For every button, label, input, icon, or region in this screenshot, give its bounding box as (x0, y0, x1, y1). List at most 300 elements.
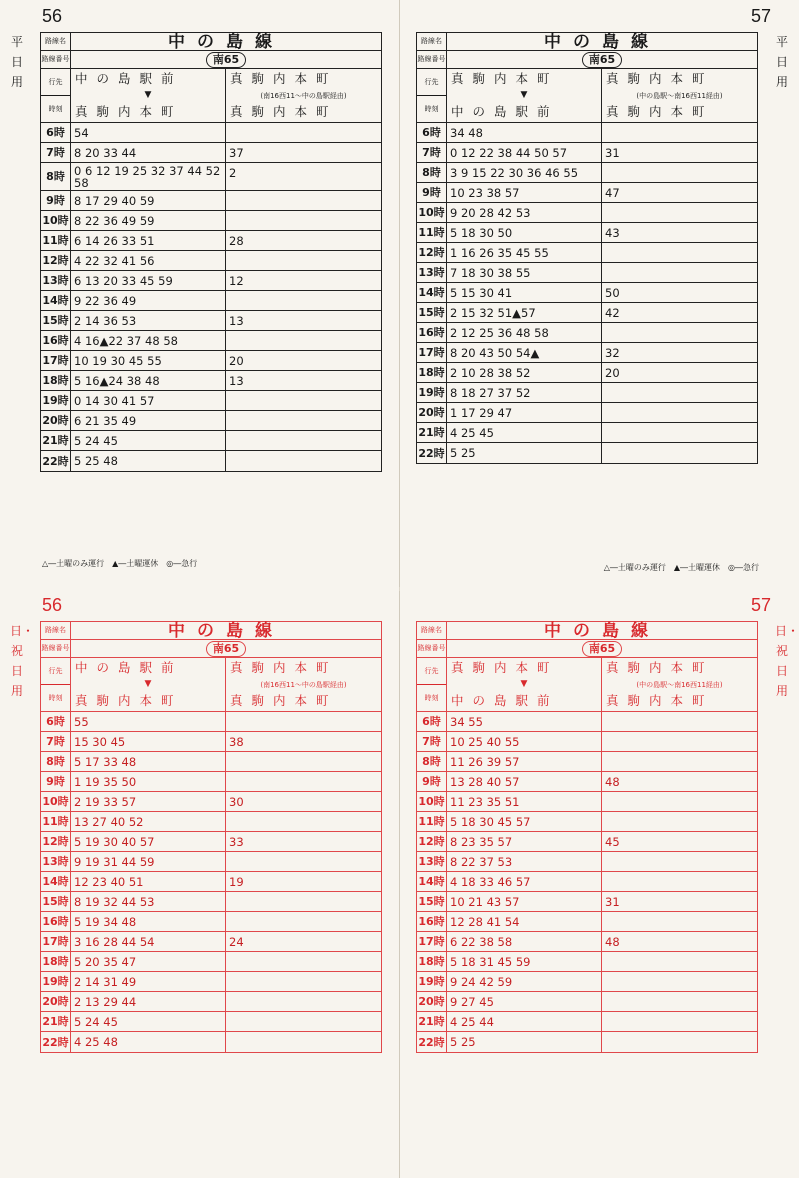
hour-cell: 18時 (41, 952, 71, 971)
departure-times-dir1: 5 24 45 (71, 431, 226, 450)
departure-times-dir1: 12 28 41 54 (447, 912, 602, 931)
hour-cell: 7時 (417, 143, 447, 162)
route-number-label: 路線番号 (417, 51, 447, 68)
route-number-label: 路線番号 (41, 51, 71, 68)
departure-times-dir1: 2 13 29 44 (71, 992, 226, 1011)
departure-times-dir2: 38 (229, 735, 244, 749)
departure-times-dir2 (602, 712, 757, 731)
departure-times-dir2: 45 (605, 835, 620, 849)
hour-row (41, 912, 381, 932)
departure-times-dir1: 1 19 35 50 (71, 772, 226, 791)
hour-cell: 16時 (41, 331, 71, 350)
departure-times-dir1: 5 25 (447, 1032, 602, 1052)
page-number: 57 (750, 6, 771, 26)
hour-cell: 16時 (41, 912, 71, 931)
hour-row (417, 972, 757, 992)
schedule-type-label: 日・祝日用 (775, 624, 799, 698)
departure-times-dir1: 2 10 28 38 52 (447, 363, 602, 382)
hour-cell: 19時 (417, 972, 447, 991)
hour-cell: 21時 (41, 431, 71, 450)
hour-cell: 7時 (41, 732, 71, 751)
route-name: 中の島線 (544, 32, 660, 52)
departure-times-dir2 (602, 443, 757, 463)
schedule-type-label: 日・祝日用 (10, 624, 35, 698)
departure-times-dir1: 5 19 34 48 (71, 912, 226, 931)
departure-times-dir1: 9 20 28 42 53 (447, 203, 602, 222)
departure-times-dir1: 13 27 40 52 (71, 812, 226, 831)
departure-times-dir2: 13 (229, 314, 244, 328)
hour-cell: 8時 (41, 752, 71, 771)
hour-cell: 9時 (417, 183, 447, 202)
hour-row (41, 832, 381, 852)
hour-cell: 10時 (417, 792, 447, 811)
direction-2-bottom: 真駒内本町 (606, 104, 714, 119)
hour-row (417, 243, 757, 263)
hour-row (41, 411, 381, 431)
hour-cell: 21時 (41, 1012, 71, 1031)
departure-times-dir2: 48 (605, 775, 620, 789)
departure-times-dir2: 50 (605, 286, 620, 300)
hour-row (417, 223, 757, 243)
departure-times-dir1: 12 23 40 51 (71, 872, 226, 891)
departure-times-dir1: 8 18 27 37 52 (447, 383, 602, 402)
hour-cell: 14時 (41, 291, 71, 310)
departure-times-dir2: 30 (229, 795, 244, 809)
direction-2 (226, 69, 381, 122)
route-number-row (41, 51, 381, 69)
direction-1 (447, 658, 602, 711)
route-name-row (41, 33, 381, 51)
direction-2 (602, 658, 757, 711)
direction-1-from: 真駒内本町 (451, 660, 559, 675)
departure-times-dir2 (602, 323, 757, 342)
departure-times-dir1: 5 17 33 48 (71, 752, 226, 771)
hour-cell: 7時 (417, 732, 447, 751)
departure-times-dir2 (602, 203, 757, 222)
down-arrow-icon: ▼ (520, 90, 528, 100)
departure-times-dir2 (226, 772, 381, 791)
departure-times-dir2 (602, 792, 757, 811)
departure-times-dir1: 4 18 33 46 57 (447, 872, 602, 891)
hour-cell: 22時 (417, 443, 447, 463)
departure-times-dir1: 8 19 32 44 53 (71, 892, 226, 911)
departure-times-dir2 (226, 1032, 381, 1052)
departure-times-dir2 (602, 952, 757, 971)
down-arrow-icon: ▼ (144, 90, 152, 100)
hour-cell: 14時 (41, 872, 71, 891)
departure-times-dir1: 5 16▲24 38 48 (71, 371, 226, 390)
hour-cell: 11時 (417, 812, 447, 831)
hour-row (417, 752, 757, 772)
departure-times-dir2 (226, 812, 381, 831)
route-name-row (41, 622, 381, 640)
hour-cell: 6時 (41, 712, 71, 731)
departure-times-dir2 (226, 291, 381, 310)
hour-cell: 12時 (417, 243, 447, 262)
route-name-label: 路線名 (417, 33, 447, 50)
hour-row (417, 163, 757, 183)
hour-row (417, 992, 757, 1012)
destination-label: 行先 (41, 658, 70, 685)
legend: △―土曜のみ運行 ▲―土曜運休 ◎―急行 (603, 563, 759, 572)
departure-times-dir1: 5 24 45 (71, 1012, 226, 1031)
departure-times-dir1: 5 20 35 47 (71, 952, 226, 971)
hour-row (417, 872, 757, 892)
departure-times-dir1: 2 15 32 51▲57 (447, 303, 602, 322)
hour-row (41, 892, 381, 912)
destination-header (417, 69, 757, 123)
departure-times-dir2: 20 (605, 366, 620, 380)
direction-1-from: 中の島駅前 (75, 660, 183, 675)
direction-2-bottom: 真駒内本町 (230, 693, 338, 708)
page-number: 57 (750, 595, 771, 615)
hour-cell: 22時 (41, 1032, 71, 1052)
departure-times-dir2 (602, 972, 757, 991)
page-number: 56 (42, 6, 63, 26)
departure-times-dir1: 4 25 45 (447, 423, 602, 442)
departure-times-dir1: 5 18 30 50 (447, 223, 602, 242)
departure-times-dir1: 5 15 30 41 (447, 283, 602, 302)
departure-times-dir1: 15 30 45 (71, 732, 226, 751)
departure-times-dir1: 5 18 31 45 59 (447, 952, 602, 971)
hour-cell: 6時 (41, 123, 71, 142)
direction-2-bottom: 真駒内本町 (230, 104, 338, 119)
route-number-badge: 南65 (206, 52, 246, 68)
hour-cell: 17時 (417, 343, 447, 362)
departure-times-dir2: 31 (605, 146, 620, 160)
route-number-label: 路線番号 (41, 640, 71, 657)
hour-row (41, 371, 381, 391)
hour-row (41, 143, 381, 163)
hour-cell: 16時 (417, 912, 447, 931)
hour-row (41, 752, 381, 772)
direction-1-from: 中の島駅前 (75, 71, 183, 86)
departure-times-dir2 (226, 431, 381, 450)
departure-times-dir1: 13 28 40 57 (447, 772, 602, 791)
destination-label: 行先 (417, 69, 446, 96)
hour-cell: 9時 (41, 191, 71, 210)
schedule-type-label: 平日用 (10, 35, 23, 89)
hour-row (417, 203, 757, 223)
hour-cell: 8時 (417, 163, 447, 182)
departure-times-dir2 (602, 812, 757, 831)
hour-row (41, 451, 381, 471)
hour-cell: 13時 (417, 263, 447, 282)
hour-cell: 8時 (417, 752, 447, 771)
departure-times-dir1: 3 9 15 22 30 36 46 55 (447, 163, 602, 182)
hour-cell: 14時 (417, 872, 447, 891)
page-weekday-left (0, 0, 399, 589)
hour-row (41, 1012, 381, 1032)
direction-2-via: (南16西11〜中の島駅経由) (260, 91, 347, 100)
hour-row (417, 123, 757, 143)
departure-times-dir2 (226, 852, 381, 871)
route-number-badge: 南65 (582, 52, 622, 68)
hour-row (41, 932, 381, 952)
departure-times-dir2 (226, 331, 381, 350)
direction-2-via: (中の島駅〜南16西11経由) (636, 680, 723, 689)
hour-cell: 19時 (41, 391, 71, 410)
departure-times-dir1: 1 17 29 47 (447, 403, 602, 422)
departure-times-dir1: 6 21 35 49 (71, 411, 226, 430)
direction-2-top: 真駒内本町 (230, 71, 338, 86)
departure-times-dir1: 0 14 30 41 57 (71, 391, 226, 410)
hour-label: 時刻 (48, 694, 63, 702)
hour-row (417, 732, 757, 752)
hour-cell: 20時 (417, 992, 447, 1011)
hour-cell: 11時 (417, 223, 447, 242)
hour-label: 時刻 (424, 694, 439, 702)
hour-label: 時刻 (424, 105, 439, 113)
hour-cell: 6時 (417, 712, 447, 731)
hour-row (417, 363, 757, 383)
hour-row (41, 351, 381, 371)
route-number-row (417, 640, 757, 658)
departure-times-dir2 (226, 211, 381, 230)
hour-row (41, 163, 381, 191)
departure-times-dir2 (226, 912, 381, 931)
departure-times-dir1: 5 18 30 45 57 (447, 812, 602, 831)
departure-times-dir2 (602, 163, 757, 182)
direction-2 (602, 69, 757, 122)
departure-times-dir1: 5 25 48 (71, 451, 226, 471)
legend: △―土曜のみ運行 ▲―土曜運休 ◎―急行 (42, 559, 198, 568)
departure-times-dir2 (602, 852, 757, 871)
departure-times-dir1: 8 17 29 40 59 (71, 191, 226, 210)
hour-row (417, 1032, 757, 1052)
hour-row (417, 932, 757, 952)
hour-row (41, 331, 381, 351)
departure-times-dir1: 8 20 43 50 54▲ (447, 343, 602, 362)
page-weekday-right (400, 0, 799, 589)
departure-times-dir1: 8 22 37 53 (447, 852, 602, 871)
hour-row (41, 972, 381, 992)
departure-times-dir1: 34 55 (447, 712, 602, 731)
departure-times-dir2 (226, 952, 381, 971)
departure-times-dir2 (602, 872, 757, 891)
departure-times-dir2 (602, 752, 757, 771)
departure-times-dir1: 4 25 48 (71, 1032, 226, 1052)
hour-cell: 22時 (417, 1032, 447, 1052)
hour-row (417, 323, 757, 343)
hour-cell: 10時 (41, 211, 71, 230)
hour-cell: 15時 (41, 892, 71, 911)
timetable (40, 621, 382, 1053)
hour-row (41, 391, 381, 411)
departure-times-dir1: 9 22 36 49 (71, 291, 226, 310)
departure-times-dir1: 5 19 30 40 57 (71, 832, 226, 851)
route-name: 中の島線 (168, 32, 284, 52)
hour-row (41, 812, 381, 832)
schedule-type-label: 平日用 (775, 35, 788, 89)
departure-times-dir2 (602, 732, 757, 751)
departure-times-dir1: 3 16 28 44 54 (71, 932, 226, 951)
hour-cell: 22時 (41, 451, 71, 471)
direction-1-to: 真駒内本町 (75, 104, 183, 119)
departure-times-dir1: 9 27 45 (447, 992, 602, 1011)
hour-row (41, 231, 381, 251)
hour-row (417, 1012, 757, 1032)
route-number-row (41, 640, 381, 658)
departure-times-dir1: 10 23 38 57 (447, 183, 602, 202)
departure-times-dir1: 6 14 26 33 51 (71, 231, 226, 250)
route-name: 中の島線 (544, 621, 660, 641)
hour-cell: 17時 (41, 351, 71, 370)
hour-cell: 18時 (417, 952, 447, 971)
hour-cell: 20時 (417, 403, 447, 422)
hour-cell: 7時 (41, 143, 71, 162)
hour-row (417, 792, 757, 812)
direction-2 (226, 658, 381, 711)
direction-2-top: 真駒内本町 (606, 71, 714, 86)
timetable (40, 32, 382, 472)
departure-times-dir2: 24 (229, 935, 244, 949)
hour-row (417, 283, 757, 303)
route-name: 中の島線 (168, 621, 284, 641)
departure-times-dir1: 1 16 26 35 45 55 (447, 243, 602, 262)
departure-times-dir1: 7 18 30 38 55 (447, 263, 602, 282)
hour-row (41, 251, 381, 271)
departure-times-dir2 (602, 1032, 757, 1052)
hour-cell: 21時 (417, 1012, 447, 1031)
departure-times-dir2: 31 (605, 895, 620, 909)
hour-cell: 16時 (417, 323, 447, 342)
page-holiday-left (0, 589, 399, 1178)
direction-1 (71, 69, 226, 122)
hour-cell: 11時 (41, 812, 71, 831)
page-number: 56 (42, 595, 63, 615)
hour-label: 時刻 (48, 105, 63, 113)
hour-row (417, 303, 757, 323)
hour-cell: 18時 (41, 371, 71, 390)
hour-row (41, 311, 381, 331)
departure-times-dir1: 2 19 33 57 (71, 792, 226, 811)
departure-times-dir2 (602, 912, 757, 931)
departure-times-dir2 (226, 411, 381, 430)
down-arrow-icon: ▼ (144, 679, 152, 689)
departure-times-dir2 (226, 972, 381, 991)
route-name-label: 路線名 (417, 622, 447, 639)
hour-cell: 12時 (417, 832, 447, 851)
departure-times-dir2 (602, 1012, 757, 1031)
hour-row (41, 772, 381, 792)
hour-row (41, 732, 381, 752)
hour-cell: 17時 (417, 932, 447, 951)
timetable (416, 621, 758, 1053)
hour-row (417, 892, 757, 912)
departure-times-dir2 (226, 451, 381, 471)
departure-times-dir2 (602, 423, 757, 442)
departure-times-dir2 (226, 391, 381, 410)
destination-header (41, 658, 381, 712)
hour-cell: 6時 (417, 123, 447, 142)
departure-times-dir2: 19 (229, 875, 244, 889)
hour-cell: 13時 (417, 852, 447, 871)
departure-times-dir2: 13 (229, 374, 244, 388)
departure-times-dir1: 0 6 12 19 25 32 37 44 52 58 (71, 163, 226, 190)
departure-times-dir2 (226, 992, 381, 1011)
departure-times-dir2: 47 (605, 186, 620, 200)
direction-2-via: (南16西11〜中の島駅経由) (260, 680, 347, 689)
hour-cell: 10時 (41, 792, 71, 811)
departure-times-dir1: 10 19 30 45 55 (71, 351, 226, 370)
departure-times-dir2: 37 (229, 146, 244, 160)
destination-label: 行先 (41, 69, 70, 96)
hour-cell: 19時 (41, 972, 71, 991)
hour-cell: 8時 (41, 163, 71, 190)
direction-1-to: 中の島駅前 (451, 104, 559, 119)
departure-times-dir1: 54 (71, 123, 226, 142)
hour-cell: 12時 (41, 251, 71, 270)
hour-row (417, 832, 757, 852)
departure-times-dir1: 8 20 33 44 (71, 143, 226, 162)
departure-times-dir2: 42 (605, 306, 620, 320)
departure-times-dir2 (226, 752, 381, 771)
direction-2-bottom: 真駒内本町 (606, 693, 714, 708)
departure-times-dir2: 28 (229, 234, 244, 248)
departure-times-dir1: 4 16▲22 37 48 58 (71, 331, 226, 350)
hour-cell: 13時 (41, 271, 71, 290)
hour-row (41, 852, 381, 872)
departure-times-dir2 (602, 403, 757, 422)
departure-times-dir1: 6 22 38 58 (447, 932, 602, 951)
departure-times-dir1: 11 23 35 51 (447, 792, 602, 811)
route-number-badge: 南65 (206, 641, 246, 657)
hour-row (417, 443, 757, 463)
hour-cell: 19時 (417, 383, 447, 402)
route-number-label: 路線番号 (417, 640, 447, 657)
departure-times-dir1: 10 21 43 57 (447, 892, 602, 911)
direction-1-from: 真駒内本町 (451, 71, 559, 86)
hour-cell: 15時 (417, 892, 447, 911)
departure-times-dir2 (602, 383, 757, 402)
hour-row (417, 383, 757, 403)
hour-row (417, 263, 757, 283)
route-name-label: 路線名 (41, 622, 71, 639)
departure-times-dir1: 2 14 31 49 (71, 972, 226, 991)
route-name-row (417, 622, 757, 640)
hour-row (417, 343, 757, 363)
departure-times-dir2 (226, 712, 381, 731)
departure-times-dir1: 4 22 32 41 56 (71, 251, 226, 270)
destination-header (41, 69, 381, 123)
departure-times-dir1: 9 24 42 59 (447, 972, 602, 991)
hour-row (417, 952, 757, 972)
departure-times-dir2: 2 (229, 166, 237, 180)
departure-times-dir2: 43 (605, 226, 620, 240)
hour-row (417, 183, 757, 203)
departure-times-dir1: 8 22 36 49 59 (71, 211, 226, 230)
departure-times-dir2 (602, 263, 757, 282)
route-name-label: 路線名 (41, 33, 71, 50)
hour-cell: 20時 (41, 992, 71, 1011)
route-number-row (417, 51, 757, 69)
departure-times-dir2: 20 (229, 354, 244, 368)
hour-cell: 12時 (41, 832, 71, 851)
hour-row (41, 872, 381, 892)
hour-row (41, 271, 381, 291)
hour-row (417, 852, 757, 872)
hour-row (41, 431, 381, 451)
direction-2-via: (中の島駅〜南16西11経由) (636, 91, 723, 100)
direction-2-top: 真駒内本町 (230, 660, 338, 675)
hour-row (41, 1032, 381, 1052)
direction-1-to: 真駒内本町 (75, 693, 183, 708)
departure-times-dir2 (226, 251, 381, 270)
hour-cell: 13時 (41, 852, 71, 871)
departure-times-dir2 (226, 191, 381, 210)
direction-2-top: 真駒内本町 (606, 660, 714, 675)
